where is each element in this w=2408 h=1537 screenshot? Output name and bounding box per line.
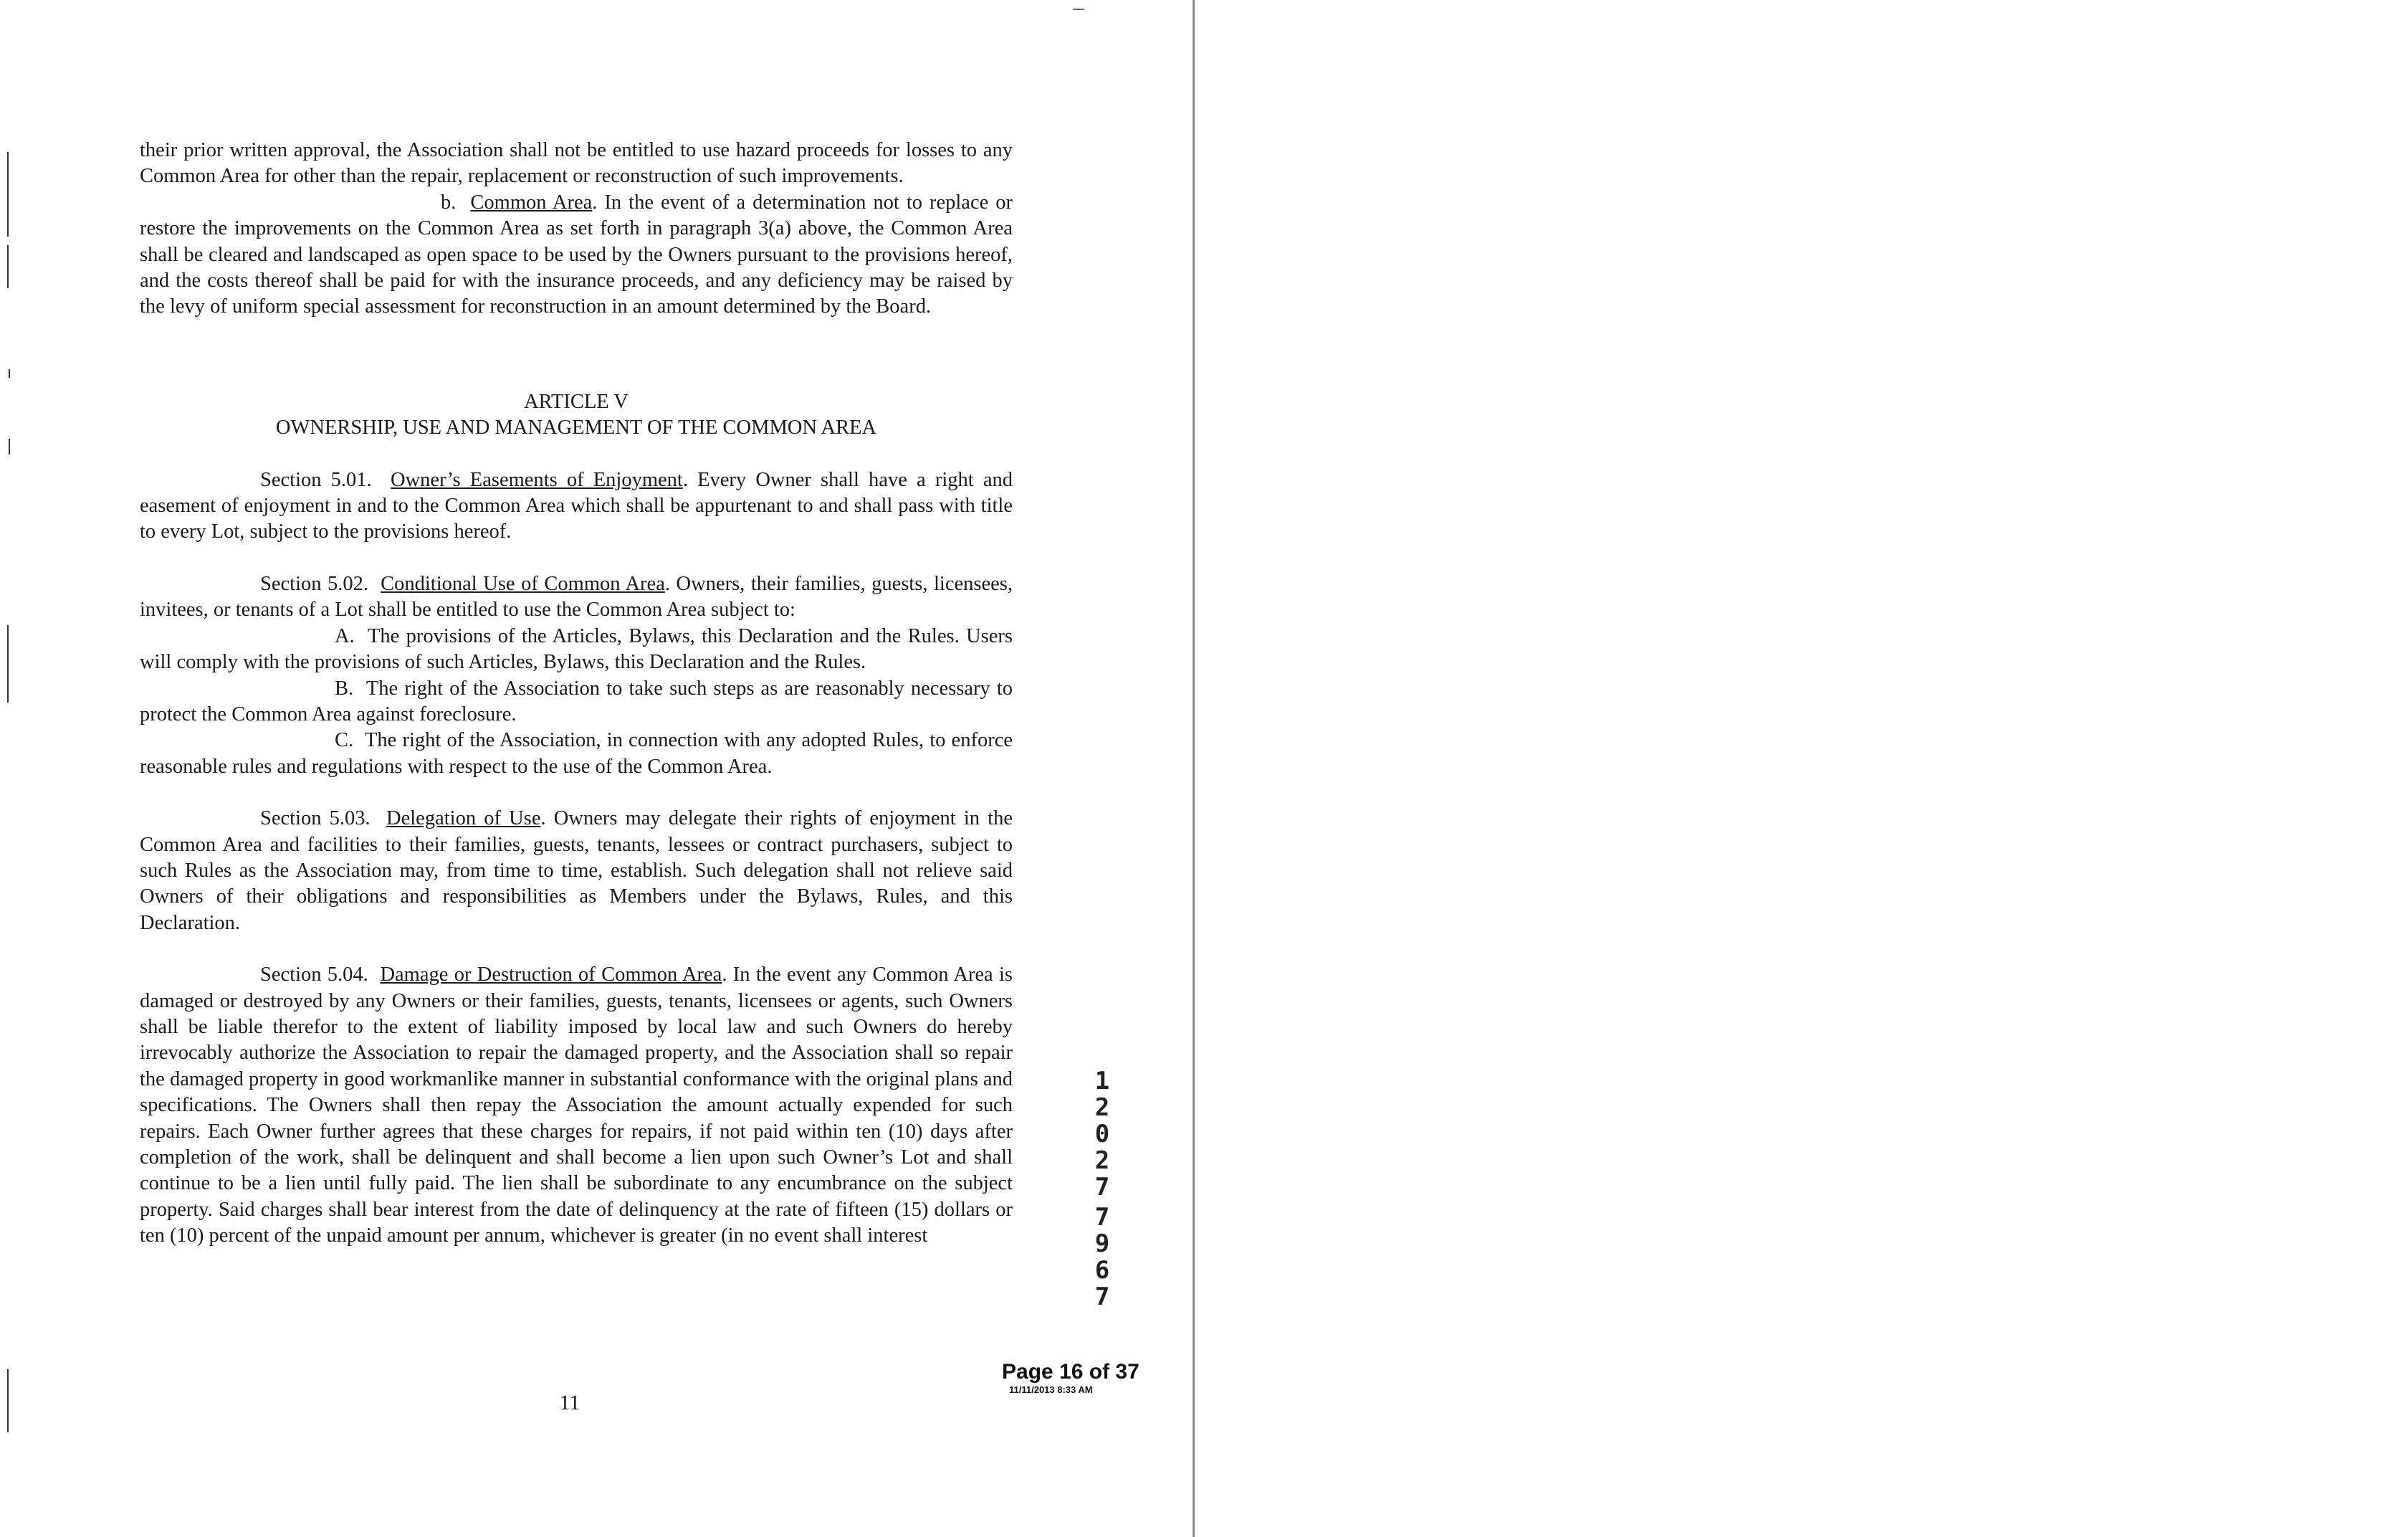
stamp-digit: 6 (1094, 1256, 1110, 1285)
page-of-label: Page 16 of 37 (1002, 1360, 1140, 1384)
list-item-label: B. (335, 677, 354, 700)
subsection-b-label: b. (441, 191, 457, 214)
section-label: Section 5.04. (260, 963, 368, 986)
document-page (0, 0, 1193, 1537)
list-item-label: C. (335, 729, 354, 752)
section-label: Section 5.02. (260, 572, 369, 595)
stamp-digit: 7 (1094, 1203, 1110, 1232)
list-item (140, 676, 1013, 728)
section-text: . Owners, their families, guests, licensees, invitees, or tenants of a Lot shall be entitled to use the Common Area subject to: (140, 572, 1013, 622)
recording-stamp-lower (1089, 1204, 1115, 1310)
scan-mark (7, 625, 9, 697)
list-item (140, 728, 1013, 780)
section-5-02 (140, 571, 1013, 624)
section-heading: Owner’s Easements of Enjoyment (391, 468, 683, 491)
section-label: Section 5.03. (260, 807, 371, 830)
section-text: . Owners may delegate their rights of enjoyment in the Common Area and facilities to their families, guests, tenants, lessees or contract purchasers, subject to such Rules as the Association may, from time to time, establish. Such delegation shall not relieve said Owners of their obligations and responsibilities as Members under the Bylaws, Rules, and this Declaration. (140, 807, 1013, 934)
list-item-label: A. (335, 624, 355, 647)
scan-mark (9, 369, 10, 378)
list-item (140, 624, 1013, 676)
stamp-digit: 7 (1094, 1173, 1110, 1201)
article-number: ARTICLE V (524, 390, 629, 413)
section-heading: Delegation of Use (386, 807, 541, 830)
page-number: 11 (559, 1391, 580, 1414)
blank-page-area (1195, 0, 2408, 1537)
section-label: Section 5.01. (260, 468, 372, 491)
list-item-text: The right of the Association to take such steps as are reasonably necessary to protect the Common Area against foreclosure. (140, 677, 1013, 725)
stamp-digit: 2 (1094, 1093, 1110, 1122)
document-body (140, 138, 1013, 1250)
section-text: . In the event any Common Area is damaged or destroyed by any Owners or their families, guests, tenants, licensees or agents, such Owners shall be liable therefor to the extent of liability imposed by local law and such Owners do hereby irrevocably authorize the Association to repair the damaged property, and the Association shall so repair the damaged property in good workmanlike manner in substantial conformance with the original plans and specifications. The Owners shall then repay the Association the amount actually expended for such repairs. Each Owner further agrees that these charges for repairs, if not paid within ten (10) days after completion of the work, shall be delinquent and shall become a lien upon such Owner’s Lot and shall continue to be a lien until fully paid. The lien shall be subordinate to any encumbrance on the subject property. Said charges shall bear interest from the date of delinquency at the rate of fifteen (15) dollars or ten (10) percent of the unpaid amount per annum, whichever is greater (in no event shall interest (140, 963, 1013, 1247)
article-title: OWNERSHIP, USE AND MANAGEMENT OF THE COMMON AREA (275, 417, 877, 439)
scan-mark (7, 245, 9, 288)
subsection-b-heading: Common Area (470, 191, 593, 214)
stamp-digit: 9 (1094, 1229, 1110, 1258)
section-heading: Conditional Use of Common Area (381, 572, 665, 595)
section-5-01 (140, 467, 1013, 546)
scan-mark (7, 1369, 9, 1432)
section-text: . Every Owner shall have a right and easement of enjoyment in and to the Common Area which shall be appurtenant to and shall pass with title to every Lot, subject to the provisions hereof. (140, 468, 1013, 543)
subsection-b-text: . In the event of a determination not to replace or restore the improvements on the Common Area as set forth in paragraph 3(a) above, the Common Area shall be cleared and landscaped as open space to be used by the Owners pursuant to the provisions hereof, and the costs thereof shall be paid for with the insurance proceeds, and any deficiency may be raised by the levy of uniform special assessment for reconstruction in an amount determined by the Board. (140, 191, 1013, 318)
section-5-03 (140, 806, 1013, 936)
section-5-04 (140, 962, 1013, 1249)
stamp-digit: 1 (1094, 1067, 1110, 1095)
scan-mark (7, 688, 9, 703)
stamp-digit: 2 (1094, 1146, 1110, 1175)
stamp-digit: 0 (1094, 1120, 1110, 1148)
scan-mark (1073, 9, 1084, 10)
recording-stamp-upper (1089, 1068, 1115, 1201)
continuation-paragraph: their prior written approval, the Association shall not be entitled to use hazard proceeds for losses to any Common Area for other than the repair, replacement or reconstruction of such improvements. (140, 139, 1013, 188)
list-item-text: The provisions of the Articles, Bylaws, this Declaration and the Rules. Users will comply with the provisions of such Articles, Bylaws, this Declaration and the Rules. (140, 624, 1013, 674)
page-count-stamp (1002, 1360, 1160, 1396)
scan-mark (7, 152, 9, 237)
scan-mark (9, 439, 10, 455)
section-heading: Damage or Destruction of Common Area (380, 963, 722, 986)
list-item-text: The right of the Association, in connection with any adopted Rules, to enforce reasonable rules and regulations with respect to the use of the Common Area. (140, 729, 1013, 778)
subsection-b (140, 190, 1013, 320)
stamp-digit: 7 (1094, 1283, 1110, 1311)
timestamp-label: 11/11/2013 8:33 AM (1009, 1384, 1093, 1395)
